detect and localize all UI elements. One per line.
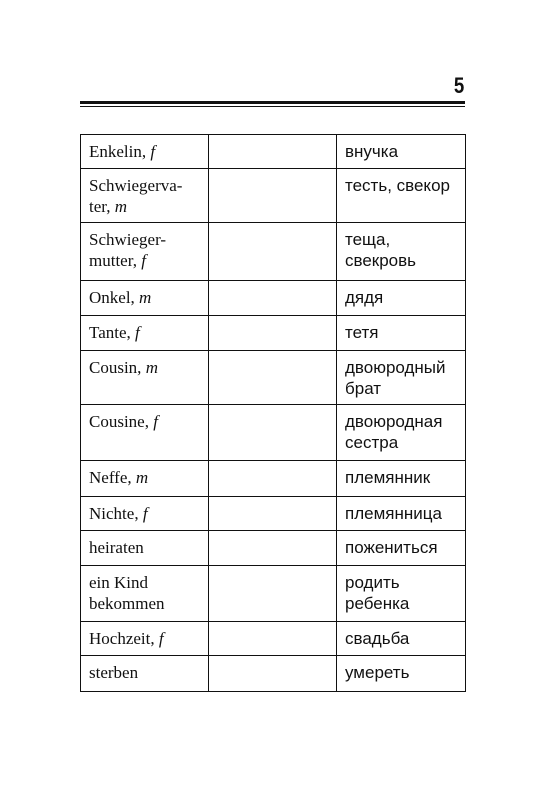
blank-cell [209,566,337,622]
gender-marker: f [141,251,146,270]
russian-cell: умереть [337,656,466,692]
blank-cell [209,622,337,656]
german-cell: Schwiegerva- ter, m [81,169,209,223]
table-row [81,281,466,316]
blank-cell [209,223,337,281]
russian-cell: племянница [337,497,466,531]
russian-cell: пожениться [337,531,466,566]
gender-marker: m [135,468,149,487]
gender-marker: m [139,288,152,307]
german-cell: Schwieger- mutter, f [81,223,209,281]
russian-cell: внучка [337,135,466,169]
blank-cell [209,461,337,497]
blank-cell [209,351,337,405]
table-row [81,531,466,566]
german-cell: Nichte, f [81,497,209,531]
gender-marker: f [150,142,156,161]
german-cell: Tante, f [81,316,209,351]
table-row [81,223,466,281]
german-cell: ein Kind bekommen [81,566,209,622]
blank-cell [209,316,337,351]
russian-cell: тетя [337,316,466,351]
table-row [81,566,466,622]
blank-cell [209,135,337,169]
gender-marker: f [142,504,148,523]
gender-marker: m [145,358,158,377]
page-number: 5 [453,73,464,98]
german-cell: heiraten [81,531,209,566]
table-row [81,351,466,405]
german-cell: Hochzeit, f [81,622,209,656]
header-rule-thick [80,101,465,104]
blank-cell [209,281,337,316]
gender-marker: f [158,629,164,648]
blank-cell [209,531,337,566]
gender-marker: m [114,197,128,216]
german-cell: Cousin, m [81,351,209,405]
table-row [81,135,466,169]
russian-cell: дядя [337,281,466,316]
russian-cell: двоюродная сестра [337,405,466,461]
vocabulary-table [80,134,466,692]
table-row [81,461,466,497]
german-cell: Onkel, m [81,281,209,316]
table-row [81,316,466,351]
russian-cell: племянник [337,461,466,497]
table-row [81,169,466,223]
blank-cell [209,405,337,461]
header-rule-thin [80,106,465,107]
blank-cell [209,169,337,223]
russian-cell: тесть, свекор [337,169,466,223]
russian-cell: теща, свекровь [337,223,466,281]
gender-marker: f [153,412,158,431]
german-cell: sterben [81,656,209,692]
gender-marker: f [135,323,140,342]
blank-cell [209,656,337,692]
russian-cell: двоюродный брат [337,351,466,405]
table-row [81,656,466,692]
german-cell: Enkelin, f [81,135,209,169]
russian-cell: родить ребенка [337,566,466,622]
table-row [81,497,466,531]
russian-cell: свадьба [337,622,466,656]
table-row [81,405,466,461]
german-cell: Neffe, m [81,461,209,497]
german-cell: Cousine, f [81,405,209,461]
table-row [81,622,466,656]
blank-cell [209,497,337,531]
